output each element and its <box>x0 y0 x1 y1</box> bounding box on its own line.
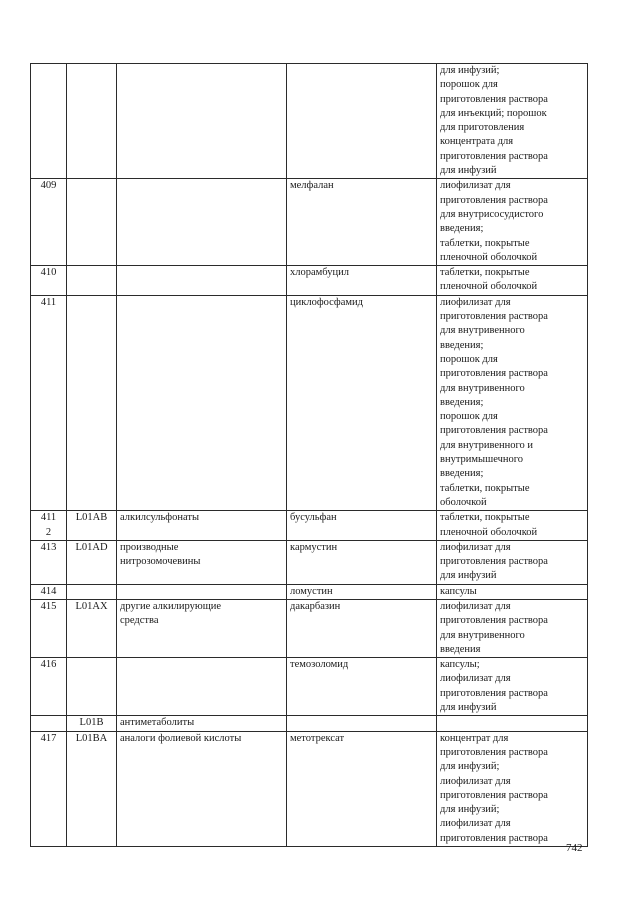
atc-group <box>117 266 287 296</box>
row-number: 411 <box>31 295 67 510</box>
row-number <box>31 64 67 179</box>
atc-group: аналоги фолиевой кислоты <box>117 731 287 846</box>
row-number: 417 <box>31 731 67 846</box>
dosage-form: лиофилизат для приготовления раствора для внутривенного введения; порошок для приготовления раствора для внутривенного введения; порошок для приготовления раствора для внутривенного и внутримышечного введения; таблетки, покрытые оболочкой <box>437 295 588 510</box>
table-row <box>31 540 588 584</box>
row-number: 416 <box>31 658 67 716</box>
atc-group <box>117 584 287 599</box>
drug-name: хлорамбуцил <box>287 266 437 296</box>
row-number: 415 <box>31 599 67 657</box>
table-row <box>31 584 588 599</box>
atc-code <box>67 266 117 296</box>
drug-name: метотрексат <box>287 731 437 846</box>
dosage-form: лиофилизат для приготовления раствора для внутривенного введения <box>437 599 588 657</box>
dosage-form: таблетки, покрытые пленочной оболочкой <box>437 511 588 541</box>
atc-code <box>67 295 117 510</box>
atc-group: другие алкилирующие средства <box>117 599 287 657</box>
table-row <box>31 716 588 731</box>
drug-name: циклофосфамид <box>287 295 437 510</box>
row-number: 411 2 <box>31 511 67 541</box>
atc-code <box>67 64 117 179</box>
row-number: 410 <box>31 266 67 296</box>
atc-group: антиметаболиты <box>117 716 287 731</box>
atc-code: L01B <box>67 716 117 731</box>
atc-group <box>117 658 287 716</box>
dosage-form: капсулы; лиофилизат для приготовления раствора для инфузий <box>437 658 588 716</box>
table-row <box>31 266 588 296</box>
atc-code: L01AB <box>67 511 117 541</box>
atc-code: L01AX <box>67 599 117 657</box>
dosage-form: капсулы <box>437 584 588 599</box>
drug-list-table <box>30 63 588 847</box>
table-row <box>31 658 588 716</box>
drug-name: темозоломид <box>287 658 437 716</box>
drug-name: кармустин <box>287 540 437 584</box>
row-number <box>31 716 67 731</box>
drug-name: бусульфан <box>287 511 437 541</box>
dosage-form: концентрат для приготовления раствора для инфузий; лиофилизат для приготовления раствора для инфузий; лиофилизат для приготовления раствора <box>437 731 588 846</box>
atc-code: L01AD <box>67 540 117 584</box>
row-number: 409 <box>31 179 67 266</box>
atc-group <box>117 64 287 179</box>
atc-group: алкилсульфонаты <box>117 511 287 541</box>
atc-group: производные нитрозомочевины <box>117 540 287 584</box>
table-row <box>31 599 588 657</box>
table-row <box>31 64 588 179</box>
table-row <box>31 731 588 846</box>
row-number: 413 <box>31 540 67 584</box>
drug-name: ломустин <box>287 584 437 599</box>
drug-name: дакарбазин <box>287 599 437 657</box>
dosage-form: лиофилизат для приготовления раствора для внутрисосудистого введения; таблетки, покрытые пленочной оболочкой <box>437 179 588 266</box>
table-row <box>31 511 588 541</box>
atc-group <box>117 295 287 510</box>
table-row <box>31 179 588 266</box>
row-number: 414 <box>31 584 67 599</box>
atc-code: L01BA <box>67 731 117 846</box>
atc-code <box>67 179 117 266</box>
dosage-form: лиофилизат для приготовления раствора для инфузий <box>437 540 588 584</box>
drug-name <box>287 64 437 179</box>
dosage-form: таблетки, покрытые пленочной оболочкой <box>437 266 588 296</box>
table-row <box>31 295 588 510</box>
drug-name <box>287 716 437 731</box>
dosage-form: для инфузий; порошок для приготовления раствора для инъекций; порошок для приготовления концентрата для приготовления раствора для инфузий <box>437 64 588 179</box>
dosage-form <box>437 716 588 731</box>
drug-name: мелфалан <box>287 179 437 266</box>
table-body <box>31 64 588 847</box>
atc-group <box>117 179 287 266</box>
atc-code <box>67 584 117 599</box>
atc-code <box>67 658 117 716</box>
page-number: 742 <box>566 842 583 854</box>
